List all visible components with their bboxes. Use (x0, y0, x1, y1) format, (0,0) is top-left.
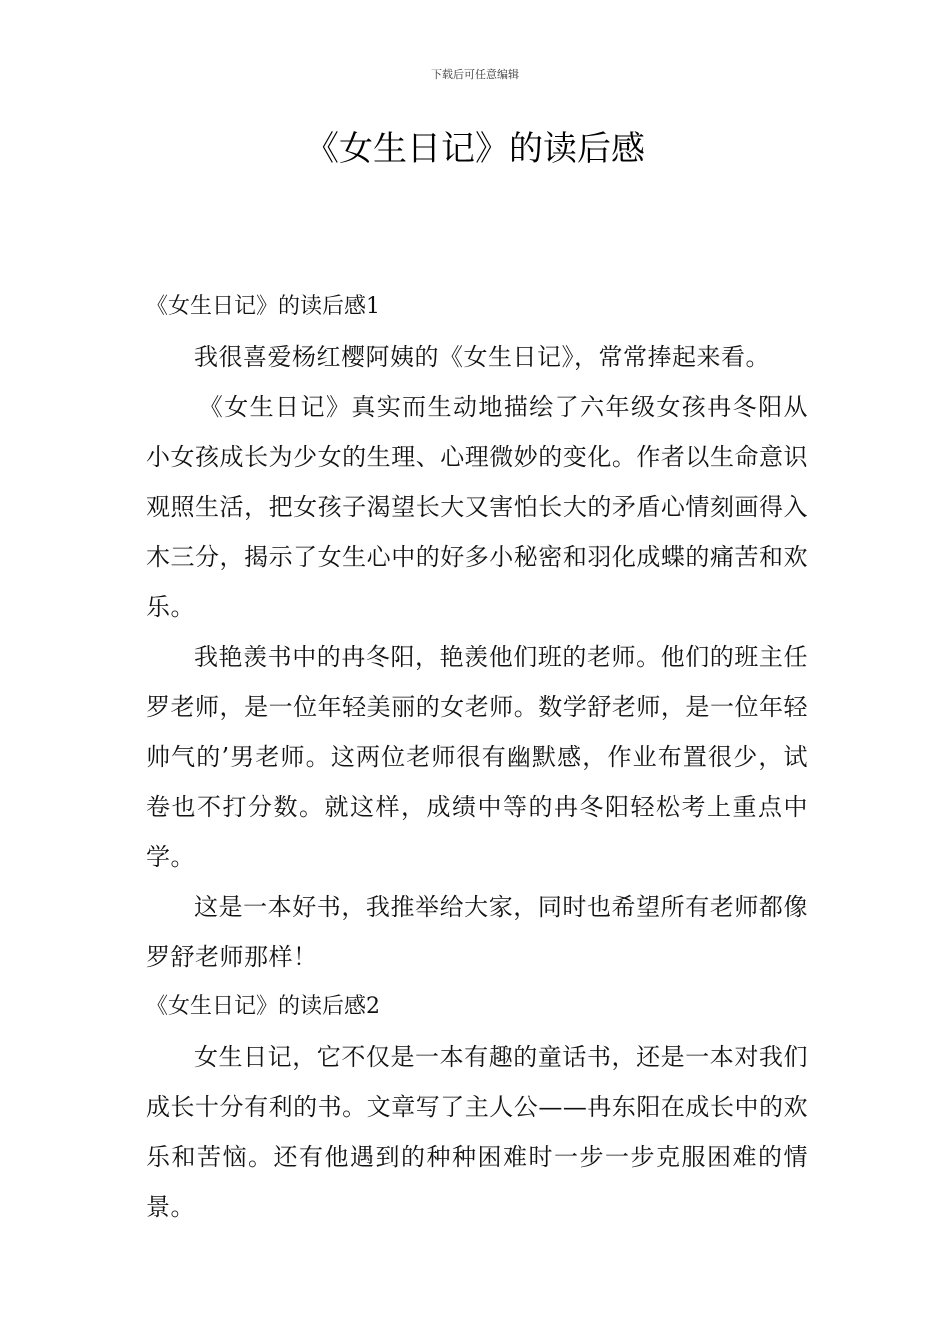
paragraph: 女生日记，它不仅是一本有趣的童话书，还是一本对我们成长十分有利的书。文章写了主人公——冉东阳在成长中的欢乐和苦恼。还有他遇到的种种困难时一步一步克服困难的情景。 (146, 1043, 808, 1221)
document-title: 《女生日记》的读后感 (305, 129, 645, 169)
paragraph: 我艳羡书中的冉冬阳，艳羡他们班的老师。他们的班主任罗老师，是一位年轻美丽的女老师。数学舒老师，是一位年轻帅气的’男老师。这两位老师很有幽默感，作业布置很少，试卷也不打分数。就这样，成绩中等的冉冬阳轻松考上重点中学。 (146, 643, 808, 871)
section-heading-2: 《女生日记》的读后感2 (146, 994, 380, 1019)
paragraph: 这是一本好书，我推举给大家，同时也希望所有老师都像罗舒老师那样！ (146, 893, 808, 971)
document-body (146, 282, 808, 1232)
header-note: 下载后可任意编辑 (431, 68, 519, 81)
paragraph: 《女生日记》真实而生动地描绘了六年级女孩冉冬阳从小女孩成长为少女的生理、心理微妙的变化。作者以生命意识观照生活，把女孩子渴望长大又害怕长大的矛盾心情刻画得入木三分，揭示了女生心中的好多小秘密和羽化成蝶的痛苦和欢乐。 (146, 393, 808, 621)
section-heading-1: 《女生日记》的读后感1 (146, 294, 380, 319)
paragraph: 我很喜爱杨红樱阿姨的《女生日记》，常常捧起来看。 (194, 343, 770, 371)
